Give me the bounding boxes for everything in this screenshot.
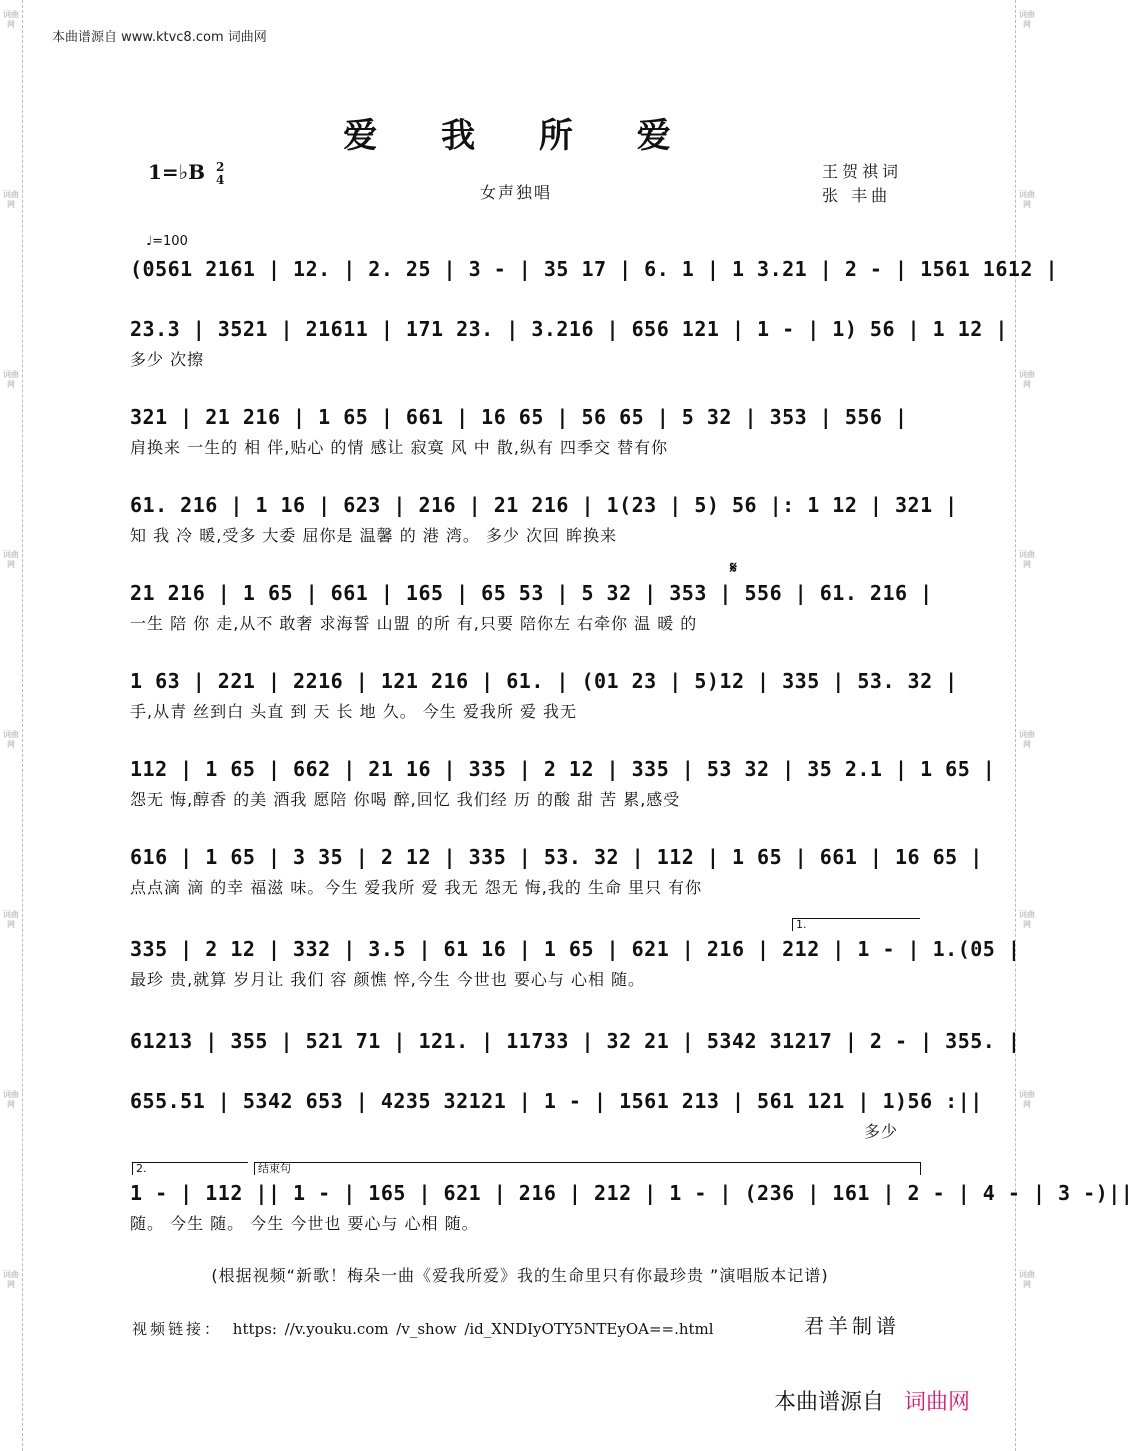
lyric-line: 多少 (864, 1122, 899, 1141)
composer: 张 丰曲 (822, 186, 892, 205)
lyric-line: 肩换来 一生的 相 伴,贴心 的情 感让 寂寞 风 中 散,纵有 四季交 替有你 (130, 438, 669, 457)
side-watermark: 词曲网 (3, 190, 19, 209)
notation-line: 23.3 | 3521 | 21611 | 171 23. | 3.216 | 656 121 | 1 - | 1) 56 | 1 12 | (130, 317, 1008, 341)
video-link-url[interactable]: https: //v.youku.com /v_show /id_XNDIyOTY5NTEyOA==.html (232, 1320, 714, 1338)
second-ending-bracket: 2. (132, 1162, 248, 1175)
side-watermark: 词曲网 (3, 550, 19, 569)
lyric-line: 点点滴 滴 的幸 福滋 味。今生 爱我所 爱 我无 怨无 悔,我的 生命 里只 有你 (130, 878, 703, 897)
key-signature (148, 160, 224, 187)
lyric-line: 最珍 贵,就算 岁月让 我们 容 颜憔 悴,今生 今世也 要心与 心相 随。 (130, 970, 646, 989)
first-ending-bracket: 1. (792, 918, 920, 931)
notation-line: 61. 216 | 1 16 | 623 | 216 | 21 216 | 1(23 | 5) 56 |: 1 12 | 321 | (130, 493, 958, 517)
side-watermark: 词曲网 (1019, 10, 1035, 29)
notation-line: 335 | 2 12 | 332 | 3.5 | 61 16 | 1 65 | 621 | 216 | 212 | 1 - | 1.(05 | (130, 937, 1021, 961)
credits (822, 160, 902, 208)
performance-type: 女声独唱 (480, 183, 553, 202)
lyric-line: 多少 次擦 (130, 350, 205, 369)
segno-sign: 𝄋 (730, 558, 737, 577)
time-signature-bottom: 4 (215, 172, 225, 187)
notation-line: (0561 2161 | 12. | 2. 25 | 3 - | 35 17 | 6. 1 | 1 3.21 | 2 - | 1561 1612 | (130, 257, 1059, 281)
side-watermark: 词曲网 (1019, 910, 1035, 929)
header-source-link[interactable]: 本曲谱源自 www.ktvc8.com 词曲网 (52, 30, 267, 45)
notation-line: 61213 | 355 | 521 71 | 121. | 11733 | 32 21 | 5342 31217 | 2 - | 355. | (130, 1029, 1021, 1053)
side-watermark: 词曲网 (3, 1090, 19, 1109)
side-watermark: 词曲网 (3, 910, 19, 929)
lyricist: 王贺祺词 (822, 162, 903, 181)
notation-line: 21 216 | 1 65 | 661 | 165 | 65 53 | 5 32 | 353 | 556 | 61. 216 | (130, 581, 933, 605)
lyric-line: 一生 陪 你 走,从不 敢奢 求海誓 山盟 的所 有,只要 陪你左 右牵你 温 暖 的 (130, 614, 698, 633)
notation-line: 321 | 21 216 | 1 65 | 661 | 16 65 | 56 65 | 5 32 | 353 | 556 | (130, 405, 908, 429)
time-signature-top: 2 (215, 159, 225, 174)
side-watermark: 词曲网 (3, 1270, 19, 1289)
notation-line: 1 - | 112 || 1 - | 165 | 621 | 216 | 212 | 1 - | (236 | 161 | 2 - | 4 - | 3 -)|| (130, 1181, 1133, 1205)
footer-source (774, 1385, 970, 1416)
side-watermark: 词曲网 (3, 370, 19, 389)
right-side-watermark-strip (1015, 0, 1040, 1451)
lyric-line: 知 我 冷 暖,受多 大委 屈你是 温馨 的 港 湾。 多少 次回 眸换来 (130, 526, 618, 545)
lyric-line: 随。 今生 随。 今生 今世也 要心与 心相 随。 (130, 1214, 479, 1233)
time-signature (216, 161, 224, 187)
video-link (132, 1318, 714, 1339)
lyric-line: 怨无 悔,醇香 的美 酒我 愿陪 你喝 醉,回忆 我们经 历 的酸 甜 苦 累,感受 (130, 790, 681, 809)
video-link-label: 视频链接： (132, 1320, 223, 1338)
tempo-marking: ♩=100 (146, 234, 188, 249)
source-note: (根据视频“新歌！梅朵一曲《爱我所爱》我的生命里只有你最珍贵 ”演唱版本记谱) (211, 1266, 829, 1285)
side-watermark: 词曲网 (1019, 550, 1035, 569)
side-watermark: 词曲网 (1019, 370, 1035, 389)
side-watermark: 词曲网 (1019, 1270, 1035, 1289)
notation-line: 112 | 1 65 | 662 | 21 16 | 335 | 2 12 | 335 | 53 32 | 35 2.1 | 1 65 | (130, 757, 996, 781)
left-side-watermark-strip (0, 0, 23, 1451)
notation-line: 616 | 1 65 | 3 35 | 2 12 | 335 | 53. 32 | 112 | 1 65 | 661 | 16 65 | (130, 845, 983, 869)
side-watermark: 词曲网 (1019, 730, 1035, 749)
notation-line: 1 63 | 221 | 2216 | 121 216 | 61. | (01 23 | 5)12 | 335 | 53. 32 | (130, 669, 958, 693)
footer-source-prefix: 本曲谱源自 (774, 1390, 885, 1415)
side-watermark: 词曲网 (3, 730, 19, 749)
song-title: 爱 我 所 爱 (343, 116, 697, 156)
key-label: 1=♭B (148, 160, 206, 184)
footer-site-link[interactable]: 词曲网 (904, 1390, 971, 1415)
lyric-line: 手,从青 丝到白 头直 到 天 长 地 久。 今生 爱我所 爱 我无 (130, 702, 578, 721)
transcriber-signature: 君羊制谱 (804, 1314, 900, 1338)
side-watermark: 词曲网 (1019, 1090, 1035, 1109)
notation-line: 655.51 | 5342 653 | 4235 32121 | 1 - | 1561 213 | 561 121 | 1)56 :|| (130, 1089, 983, 1113)
side-watermark: 词曲网 (3, 10, 19, 29)
ending-phrase-bracket: 结束句 (254, 1162, 921, 1175)
side-watermark: 词曲网 (1019, 190, 1035, 209)
